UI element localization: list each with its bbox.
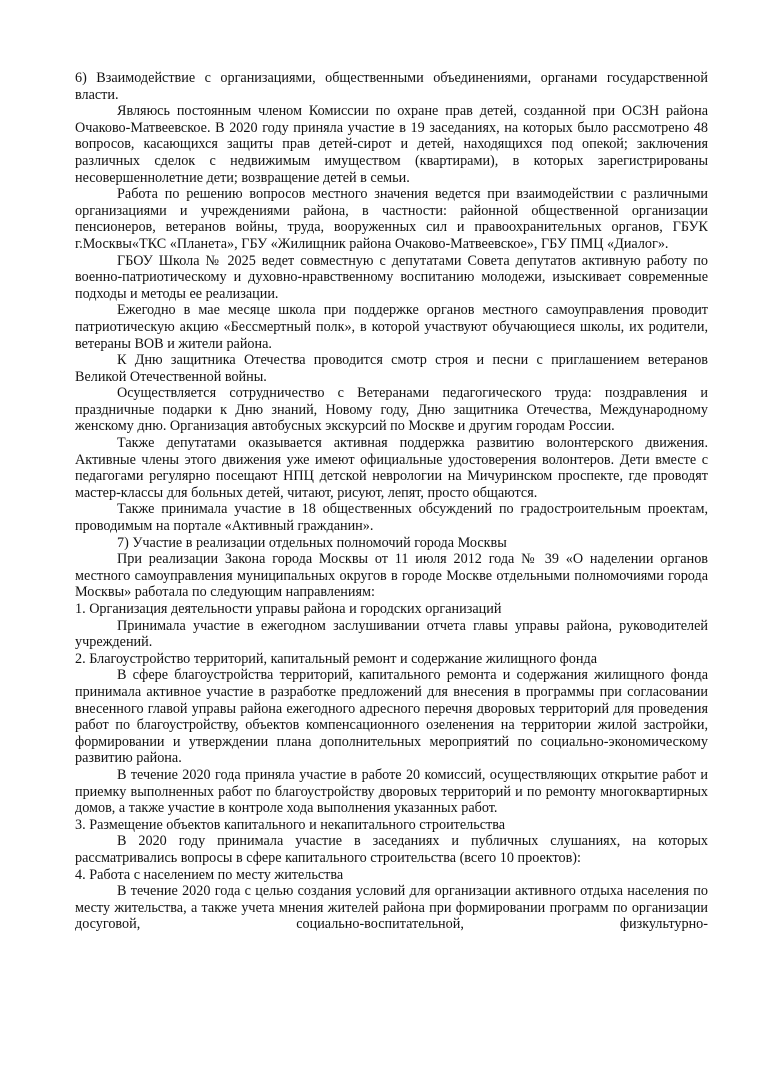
paragraph: Принимала участие в ежегодном заслушивании отчета главы управы района, руководителей учреждений. — [75, 617, 708, 651]
paragraph: 2. Благоустройство территорий, капитальный ремонт и содержание жилищного фонда — [75, 650, 598, 667]
paragraph: Также принимала участие в 18 общественных обсуждений по градостроительным проектам, проводимым на портале «Активный гражданин». — [75, 501, 708, 535]
paragraph: ГБОУ Школа № 2025 ведет совместную с депутатами Совета депутатов активную работу по военно-патриотическому и духовно-нравственному воспитанию молодежи, изыскивает современные подходы и методы ее реализации. — [75, 252, 708, 302]
paragraph: При реализации Закона города Москвы от 11 июля 2012 года № 39 «О наделении органов местного самоуправления муниципальных округов в городе Москве отдельными полномочиями города Москвы» работала по следующим направлениям: — [75, 551, 708, 601]
paragraph: 7) Участие в реализации отдельных полномочий города Москвы — [117, 534, 507, 551]
paragraph: Работа по решению вопросов местного значения ведется при взаимодействии с различными организациями и учреждениями района, в частности: районной общественной организации пенсионеров, ветеранов войны, труда, вооруженных сил и правоохранительных органов, ГБУК г.Москвы«ТКС «Планета», ГБУ «Жилищник района Очаково-Матвеевское», ГБУ ПМЦ «Диалог». — [75, 186, 708, 252]
paragraph: В 2020 году принимала участие в заседаниях и публичных слушаниях, на которых рассматривались вопросы в сфере капитального строительства (всего 10 проектов): — [75, 833, 708, 866]
paragraph: В течение 2020 года с целью создания условий для организации активного отдыха населения по месту жительства, а также учета мнения жителей района при формировании программ по организации досуговой, социально-воспитательной, физкультурно- — [75, 883, 708, 933]
paragraph: 6) Взаимодействие с организациями, общественными объединениями, органами государственной власти. — [75, 70, 708, 103]
paragraph: Являюсь постоянным членом Комиссии по охране прав детей, созданной при ОСЗН района Очаково-Матвеевское. В 2020 году приняла участие в 19 заседаниях, на которых было рассмотрено 48 вопросов, касающихся защиты прав детей-сирот и детей, находящихся под опекой; заключения различных сделок с недвижимым имуществом (квартирами), в которых зарегистрированы несовершеннолетние дети; возвращение детей в семьи. — [75, 103, 708, 186]
paragraph: 1. Организация деятельности управы района и городских организаций — [75, 601, 502, 617]
paragraph: 3. Размещение объектов капитального и некапитального строительства — [75, 816, 506, 833]
paragraph: Осуществляется сотрудничество с Ветеранами педагогического труда: поздравления и праздничные подарки к Дню знаний, Новому году, Дню защитника Отечества, Международному женскому дню. Организация автобусных экскурсий по Москве и другим городам России. — [75, 385, 708, 435]
paragraph: Ежегодно в мае месяце школа при поддержке органов местного самоуправления проводит патриотическую акцию «Бессмертный полк», в которой участвуют обучающиеся школы, их родители, ветераны ВОВ и жители района. — [75, 302, 708, 352]
paragraph: В течение 2020 года приняла участие в работе 20 комиссий, осуществляющих открытие работ и приемку выполненных работ по благоустройству дворовых территорий и по ремонту многоквартирных домов, а также участие в контроле хода выполнения указанных работ. — [75, 766, 708, 817]
paragraph: 4. Работа с населением по месту жительства — [75, 866, 344, 883]
paragraph: Также депутатами оказывается активная поддержка развитию волонтерского движения. Активные члены этого движения уже имеют официальные удостоверения волонтеров. Дети вместе с педагогами регулярно посещают НПЦ детской неврологии на Мичуринском проспекте, где проводят мастер-классы для больных детей, читают, рисуют, лепят, просто общаются. — [75, 435, 708, 501]
paragraph: В сфере благоустройства территорий, капитального ремонта и содержания жилищного фонда принимала активное участие в разработке предложений для внесения в программы при согласовании внесенного главой управы района ежегодного адресного перечня дворовых территорий для проведения работ по благоустройству, объектов компенсационного озеленения на территории жилой застройки, формировании и утверждении плана дополнительных мероприятий по социально-экономическому развитию района. — [75, 667, 708, 767]
paragraph: К Дню защитника Отечества проводится смотр строя и песни с приглашением ветеранов Великой Отечественной войны. — [75, 352, 708, 385]
